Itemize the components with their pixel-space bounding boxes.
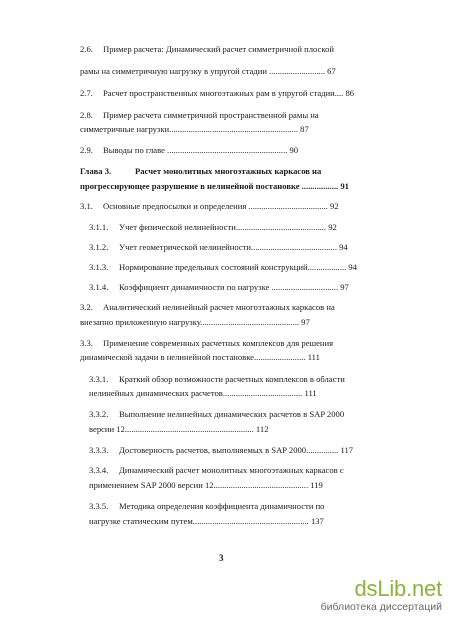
toc-title-cont: динамической задачи в нелинейной постановке........................ 111: [80, 352, 320, 362]
watermark-subtitle: библиотека диссертаций: [320, 601, 442, 613]
toc-title-cont: версии 12............................................................ 112: [89, 424, 269, 434]
toc-chapter-title: Расчет монолитных многоэтажных каркасов на: [135, 166, 322, 176]
toc-number: 3.1.4.: [89, 282, 109, 292]
toc-number: 2.9.: [80, 145, 93, 155]
toc-title: Аналитический нелинейный расчет многоэтажных каркасов на: [103, 302, 335, 312]
toc-title: Пример расчета симметричной пространственной рамы на: [103, 110, 319, 120]
toc-title: Учет геометрической нелинейности........................................ 94: [119, 242, 348, 252]
toc-title: Нормирование предельных состояний конструкций.................. 94: [119, 262, 358, 272]
toc-title-cont: нагрузке статическим путем...................................................... 137: [89, 516, 324, 526]
toc-title-cont: симметричные нагрузки............................................................ 87: [80, 124, 309, 134]
toc-title: Применение современных расчетных комплексов для решения: [103, 338, 334, 348]
toc-number: 3.1.2.: [89, 242, 109, 252]
toc-number: 3.3.4.: [89, 465, 109, 475]
watermark-logo: dsLib.net: [354, 576, 442, 601]
toc-title: Достоверность расчетов, выполняемых в SAP 2000............... 117: [119, 445, 354, 455]
toc-number: 3.3.: [80, 338, 93, 348]
toc-title: Выполнение нелинейных динамических расчетов в SAP 2000: [119, 409, 345, 419]
toc-title: Выводы по главе ........................................................ 90: [103, 145, 299, 155]
toc-title: Методика определения коэффициента динамичности по: [119, 501, 325, 511]
toc-title: Пример расчета: Динамический расчет симметричной плоской: [103, 44, 334, 54]
toc-number: 2.7.: [80, 88, 93, 98]
toc-number: 3.1.: [80, 201, 93, 211]
toc-title-cont: рамы на симметричную нагрузку в упругой стадии .......................... 67: [80, 66, 336, 76]
toc-title: Расчет пространственных многоэтажных рам в упругой стадии.... 86: [103, 88, 355, 98]
toc-title-cont: внезапно приложенную нагрузку.............................................. 97: [80, 317, 310, 327]
page-number: 3: [219, 553, 224, 563]
toc-number: 3.1.3.: [89, 262, 109, 272]
toc-title-cont: применением SAP 2000 версии 12............................................ 119: [89, 480, 323, 490]
watermark: [321, 577, 442, 613]
toc-title-cont: нелинейных динамических расчетов..................................... 111: [89, 388, 317, 398]
toc-number: 3.3.1.: [89, 374, 109, 384]
toc-number: 3.1.1.: [89, 222, 109, 232]
toc-number: 2.6.: [80, 44, 93, 54]
toc-title: Учет физической нелинейности.......................................... 92: [119, 222, 337, 232]
toc-title: Динамический расчет монолитных многоэтажных каркасов с: [119, 465, 344, 475]
toc-number: 3.3.3.: [89, 445, 109, 455]
toc-chapter-title-cont: прогрессирующее разрушение в нелинейной постановке ................. 91: [80, 181, 349, 191]
toc-title: Краткий обзор возможности расчетных комплексов в области: [119, 374, 345, 384]
toc-number: 2.8.: [80, 110, 93, 120]
toc-chapter-number: Глава 3.: [80, 166, 112, 176]
toc-title: Коэффициент динамичности по нагрузке ............................... 97: [119, 282, 349, 292]
toc-number: 3.2.: [80, 302, 93, 312]
toc-number: 3.3.2.: [89, 409, 109, 419]
toc-title: Основные предпосылки и определения ..................................... 92: [103, 201, 339, 211]
toc-number: 3.3.5.: [89, 501, 109, 511]
